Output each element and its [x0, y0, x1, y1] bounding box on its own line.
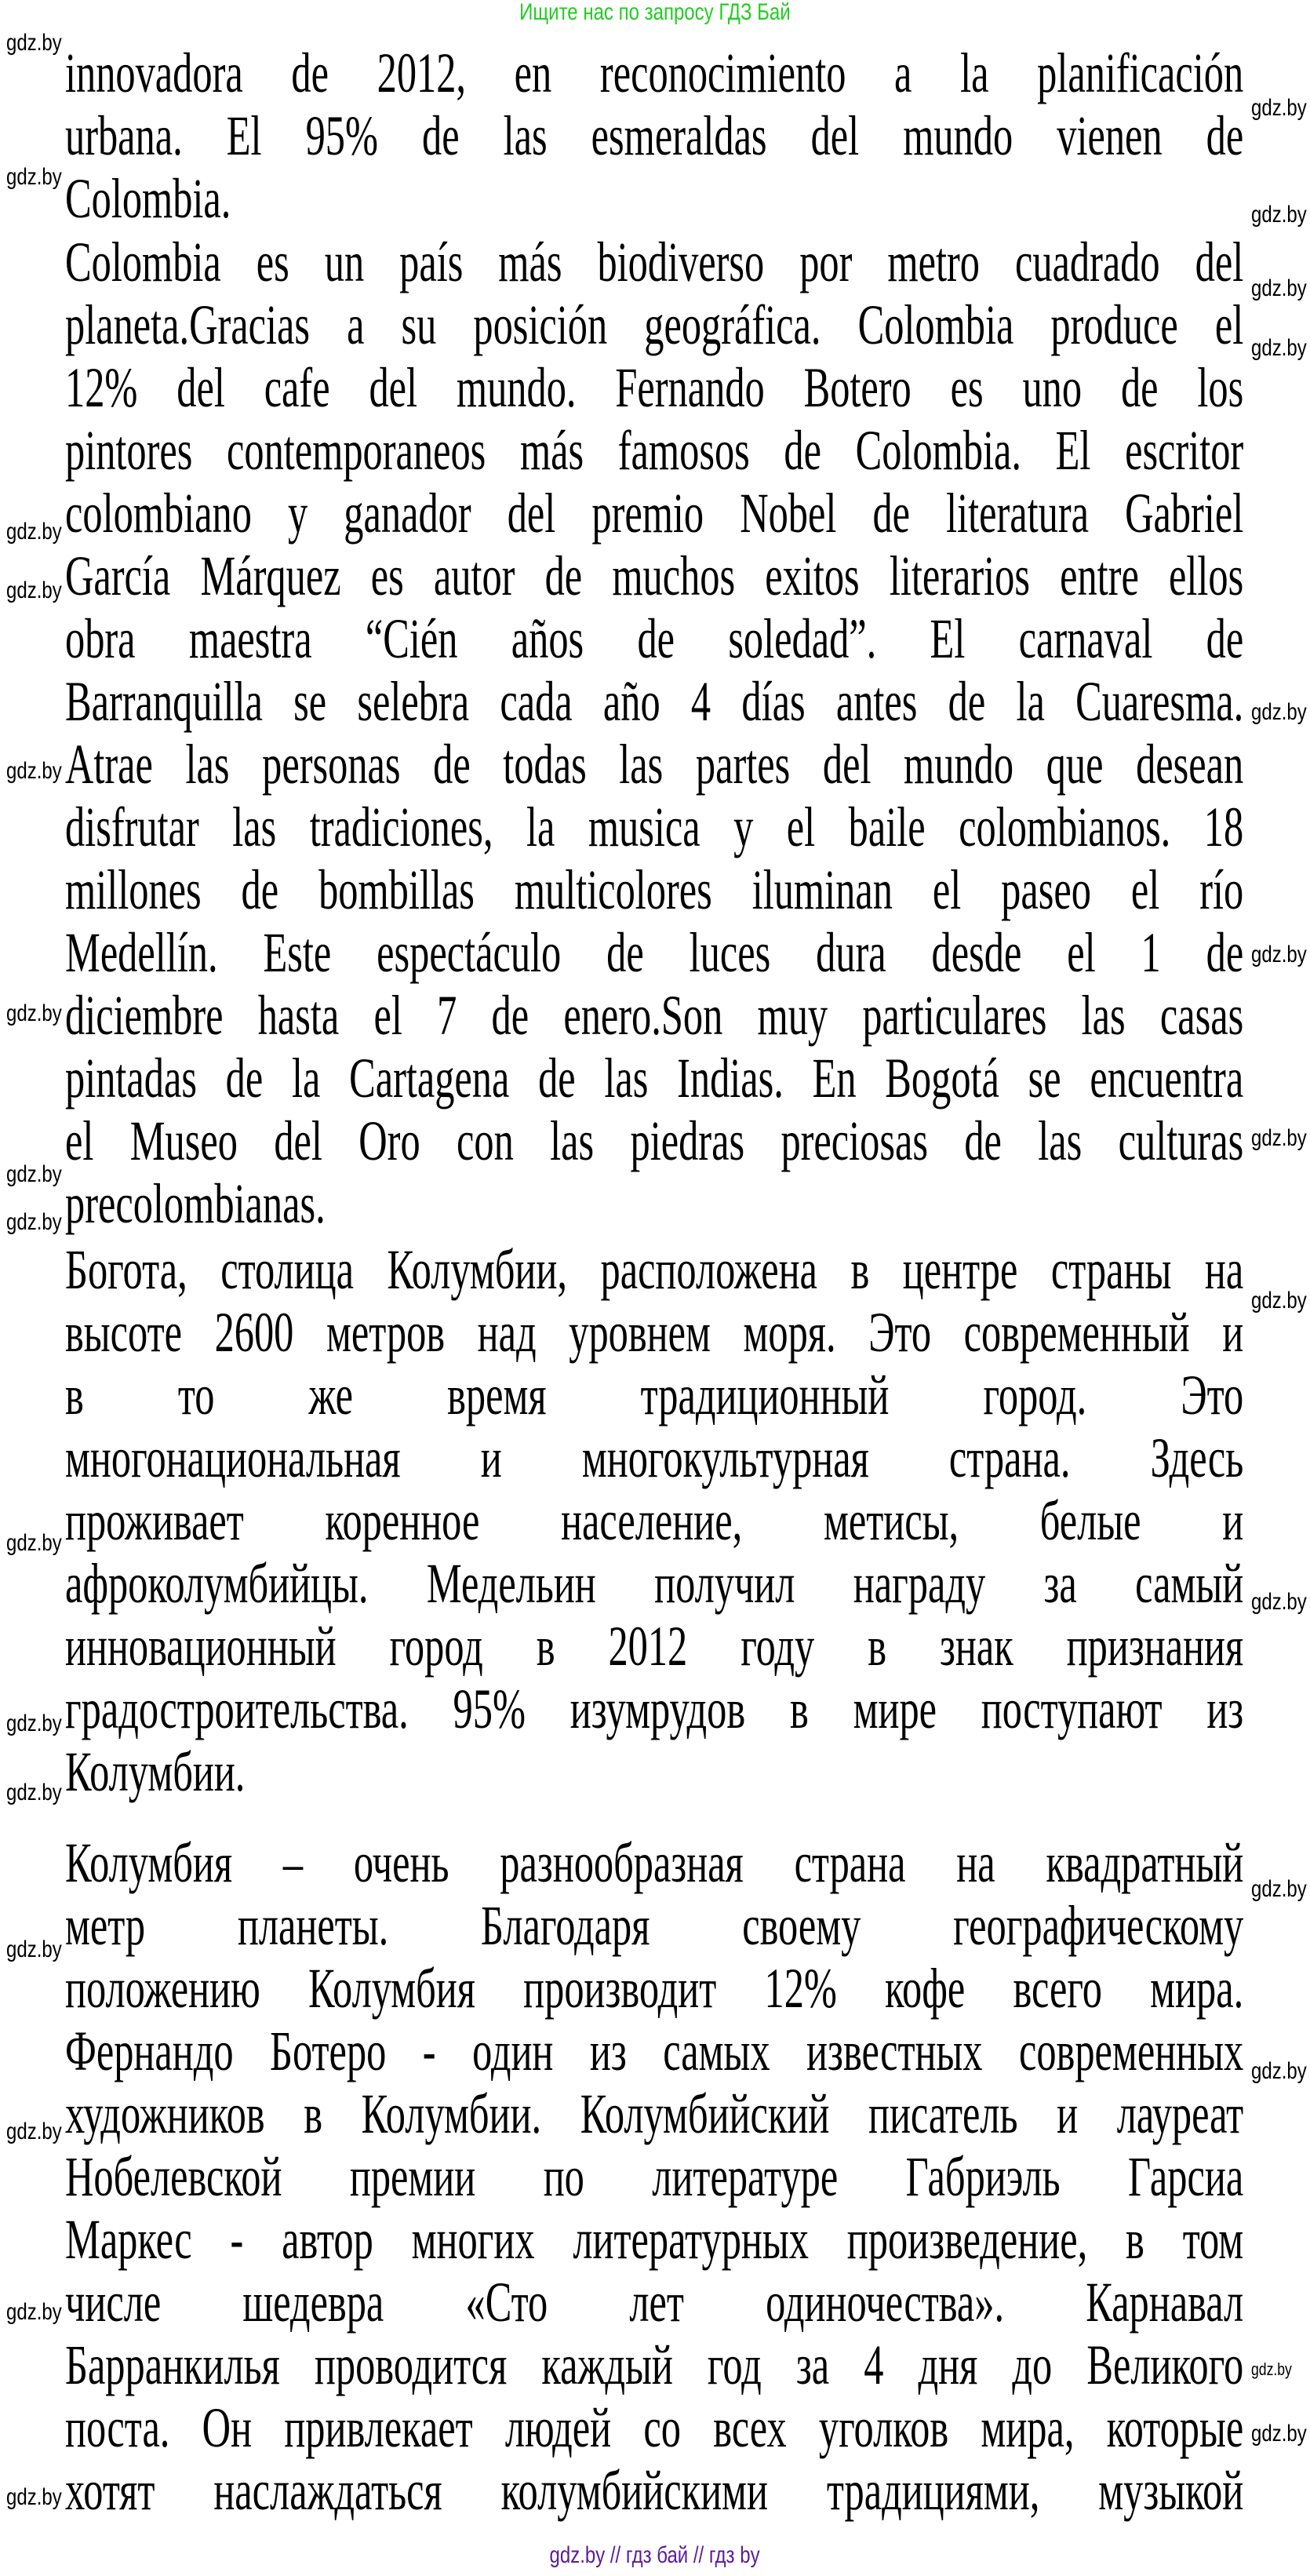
watermark: gdz.by — [6, 758, 62, 784]
text-line: Колумбия – очень разнообразная страна на квадратный — [65, 1831, 1244, 1894]
text-line: García Márquez es autor de muchos exitos literarios entre ellos — [65, 545, 1244, 607]
watermark: gdz.by — [1251, 2421, 1307, 2447]
text-line: precolombianas. — [65, 1172, 326, 1235]
watermark: gdz.by — [1251, 275, 1307, 301]
watermark: gdz.by — [6, 1209, 62, 1235]
text-line: innovadora de 2012, en reconocimiento a la planificación — [65, 42, 1244, 104]
text-line: planeta.Gracias a su posición geográfica. Colombia produce el — [65, 293, 1244, 356]
watermark: gdz.by — [6, 1000, 62, 1026]
text-line: disfrutar las tradiciones, la musica y el baile colombianos. 18 — [65, 796, 1244, 858]
text-line: положению Колумбия производит 12% кофе всего мира. — [65, 1957, 1244, 2020]
watermark: gdz.by — [1251, 1876, 1307, 1902]
watermark: gdz.by — [6, 1780, 62, 1805]
text-line: хотят наслаждаться колумбийскими традициями, музыкой — [65, 2459, 1244, 2522]
text-line: поста. Он привлекает людей со всех уголков мира, которые — [65, 2396, 1244, 2459]
text-line: высоте 2600 метров над уровнем моря. Это современный и — [65, 1301, 1244, 1364]
text-line: Atrae las personas de todas las partes del mundo que desean — [65, 733, 1244, 796]
text-line: Medellín. Este espectáculo de luces dura desde el 1 de — [65, 921, 1244, 984]
footer-text: gdz.by // гдз бай // гдз by — [549, 2542, 761, 2568]
search-banner[interactable] — [0, 0, 1310, 25]
text-line: diciembre hasta el 7 de enero.Son muy particulares las casas — [65, 984, 1244, 1047]
text-line: obra maestra “Cién años de soledad”. El carnaval de — [65, 607, 1244, 670]
watermark: gdz.by — [6, 1161, 62, 1187]
watermark: gdz.by — [1251, 942, 1307, 967]
text-line: в то же время традиционный город. Это — [65, 1364, 1244, 1426]
text-line: числе шедевра «Сто лет одиночества». Карнавал — [65, 2271, 1244, 2334]
text-line: pintadas de la Cartagena de las Indias. En Bogotá se encuentra — [65, 1047, 1244, 1109]
watermark: gdz.by — [1251, 2058, 1307, 2084]
text-line: Barranquilla se selebra cada año 4 días antes de la Cuaresma. — [65, 670, 1244, 733]
watermark: gdz.by — [6, 1530, 62, 1556]
text-line: colombiano y ganador del premio Nobel de literatura Gabriel — [65, 482, 1244, 545]
watermark: gdz.by — [6, 164, 62, 190]
watermark: gdz.by — [6, 1937, 62, 1962]
text-line: Фернандо Ботеро - один из самых известных современных — [65, 2020, 1244, 2082]
text-line: художников в Колумбии. Колумбийский писатель и лауреат — [65, 2082, 1244, 2145]
text-line: многонациональная и многокультурная страна. Здесь — [65, 1426, 1244, 1489]
text-line: градостроительства. 95% изумрудов в мире поступают из — [65, 1678, 1244, 1740]
watermark: gdz.by — [1251, 1125, 1307, 1151]
text-line: el Museo del Oro con las piedras preciosas de las culturas — [65, 1109, 1244, 1172]
watermark: gdz.by — [1251, 1288, 1307, 1314]
watermark: gdz.by — [6, 2299, 62, 2325]
text-line: urbana. El 95% de las esmeraldas del mundo vienen de — [65, 104, 1244, 167]
watermark: gdz.by — [6, 2119, 62, 2144]
text-line: pintores contemporaneos más famosos de Colombia. El escritor — [65, 419, 1244, 482]
watermark: gdz.by — [1251, 2359, 1292, 2379]
footer-links[interactable] — [0, 2542, 1310, 2569]
watermark: gdz.by — [1251, 95, 1307, 121]
text-line: метр планеты. Благодаря своему географическому — [65, 1894, 1244, 1957]
text-line: Нобелевской премии по литературе Габриэль Гарсиа — [65, 2145, 1244, 2208]
watermark: gdz.by — [6, 1711, 62, 1736]
watermark: gdz.by — [1251, 1589, 1307, 1615]
watermark: gdz.by — [1251, 202, 1307, 228]
search-banner-text: Ищите нас по запросу ГДЗ Бай — [519, 0, 791, 25]
text-line: Colombia. — [65, 167, 231, 230]
watermark: gdz.by — [6, 30, 62, 56]
watermark: gdz.by — [6, 2484, 62, 2510]
watermark: gdz.by — [6, 578, 62, 603]
text-line: Colombia es un país más biodiverso por metro cuadrado del — [65, 231, 1244, 293]
watermark: gdz.by — [1251, 699, 1307, 725]
text-line: инновационный город в 2012 году в знак признания — [65, 1615, 1244, 1678]
text-line: проживает коренное население, метисы, белые и — [65, 1489, 1244, 1552]
text-line: Колумбии. — [65, 1740, 246, 1803]
text-line: 12% del cafe del mundo. Fernando Botero es uno de los — [65, 356, 1244, 419]
text-line: Барранкилья проводится каждый год за 4 дня до Великого — [65, 2334, 1244, 2396]
text-line: Маркес - автор многих литературных произведение, в том — [65, 2208, 1244, 2271]
text-line: Богота, столица Колумбии, расположена в центре страны на — [65, 1238, 1244, 1301]
watermark: gdz.by — [1251, 335, 1307, 361]
text-line: афроколумбийцы. Медельин получил награду за самый — [65, 1552, 1244, 1615]
watermark: gdz.by — [6, 519, 62, 545]
text-line: millones de bombillas multicolores iluminan el paseo el río — [65, 858, 1244, 921]
